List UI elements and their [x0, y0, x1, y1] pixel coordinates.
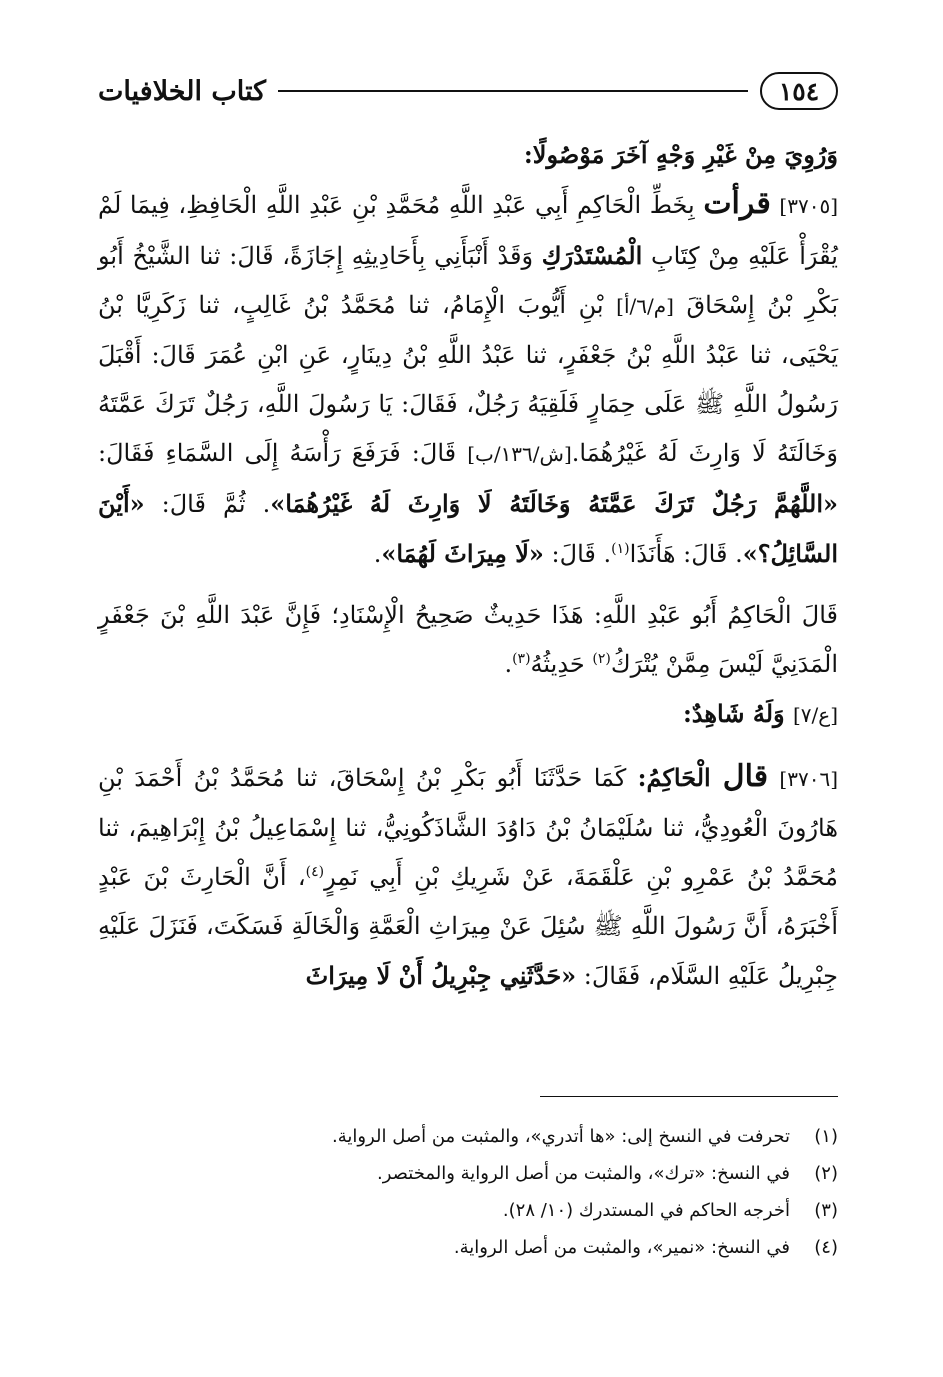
footnote-text: في النسخ: «نمير»، والمثبت من أصل الرواية.: [453, 1237, 790, 1258]
hadith-text: بِخَطِّ الْحَاكِمِ أَبِي عَبْدِ اللَّهِ مُحَمَّدِ بْنِ عَبْدِ اللَّهِ الْحَافِظِ، فِيمَا لَمْ يُقْرَأْ عَلَيْهِ مِنْ كِتَابِ: [98, 191, 838, 270]
footnote-marker: (٢): [592, 651, 611, 667]
footnote-separator: [540, 1096, 838, 1097]
footnote: [98, 1229, 838, 1266]
footnote: [98, 1192, 838, 1229]
footnote-text: تحرفت في النسخ إلى: «ها أتدري»، والمثبت من أصل الرواية.: [331, 1126, 790, 1147]
footnote-marker: (٤): [305, 864, 325, 880]
footnote-number: (٤): [814, 1237, 838, 1258]
hadith-lead-word: الْحَاكِمُ:: [637, 763, 723, 792]
manuscript-reference: [ش/١٣٦/ب]: [467, 442, 572, 466]
prophetic-quote: «اللَّهُمَّ رَجُلٌ تَرَكَ عَمَّتَهُ وَخَالَتَهُ لَا وَارِثَ لَهُ غَيْرُهُمَا»: [270, 489, 838, 518]
hadith-lead-word: قال: [722, 759, 769, 794]
hadith-text: بْنِ أَيُّوبَ الْإِمَامُ، ثنا مُحَمَّدُ بْنُ غَالِبٍ، ثنا زَكَرِيَّا بْنُ يَحْيَى، ثنا عَبْدُ اللَّهِ بْنُ جَعْفَرٍ، ثنا عَبْدُ اللَّهِ بْنُ دِينَارٍ، عَنِ ابْنِ عُمَرَ قَالَ: أَقْبَلَ رَسُولُ اللَّهِ ﷺ عَلَى حِمَارٍ فَلَقِيَهُ رَجُلٌ، فَقَالَ: يَا رَسُولَ اللَّهِ، رَجُلٌ تَرَكَ عَمَّتَهُ وَخَالَتَهُ لَا وَارِثَ لَهُ غَيْرُهُمَا.: [98, 291, 838, 467]
manuscript-reference: [م/٦/أ]: [616, 294, 674, 318]
witness-heading-text: وَلَهُ شَاهِدٌ:: [682, 699, 793, 728]
hadith-3705: [98, 179, 838, 579]
hadith-text: كَمَا حَدَّثَنَا أَبُو بَكْرِ بْنُ إِسْحَاقَ، ثنا مُحَمَّدُ بْنُ أَحْمَدَ بْنِ هَارُونَ الْعُودِيُّ، ثنا سُلَيْمَانُ بْنُ دَاوُدَ الشَّاذَكُونِيُّ، ثنا إِسْمَاعِيلُ بْنُ إِبْرَاهِيمَ، ثنا مُحَمَّدُ بْنُ عَمْرِو بْنِ عَلْقَمَةَ، عَنْ شَرِيكِ بْنِ أَبِي نَمِرٍ: [98, 764, 838, 891]
footnotes: [98, 1118, 838, 1266]
footnote-number: (٢): [814, 1163, 838, 1184]
witness-heading: [98, 689, 838, 740]
commentary-text: قَالَ الْحَاكِمُ أَبُو عَبْدِ اللَّهِ: هَذَا حَدِيثٌ صَحِيحُ الْإِسْنَادِ؛ فَإِنَّ عَبْدَ اللَّهِ بْنَ جَعْفَرٍ الْمَدَنِيَّ لَيْسَ مِمَّنْ يُتْرَكُ: [98, 601, 838, 678]
main-text: [98, 130, 838, 1001]
footnote-number: (٣): [814, 1200, 838, 1221]
hadith-3706: [98, 752, 838, 1001]
hadith-text: . قَالَ: هَأَنَذَا: [629, 540, 743, 568]
header-rule: [278, 90, 748, 92]
footnote-marker: (١): [611, 541, 630, 557]
footnote: [98, 1155, 838, 1192]
footnote-number: (١): [814, 1126, 838, 1147]
hadith-text: ، أَنَّ الْحَارِثَ بْنَ عَبْدٍ أَخْبَرَهُ، أَنَّ رَسُولَ اللَّهِ ﷺ سُئِلَ عَنْ مِيرَاثِ الْعَمَّةِ وَالْخَالَةِ فَسَكَتَ، فَنَزَلَ عَلَيْهِ جِبْرِيلُ عَلَيْهِ السَّلَام، فَقَالَ:: [98, 863, 838, 990]
hadith-text: . ثُمَّ قَالَ:: [144, 490, 271, 518]
footnote-marker: (٣): [512, 651, 531, 667]
prophetic-quote: «حَدَّثَنِي جِبْرِيلُ أَنْ لَا مِيرَاثَ: [305, 961, 577, 990]
commentary-text: .: [504, 650, 513, 678]
book-title: كتاب الخلافيات: [98, 75, 267, 107]
hadith-text: .: [373, 540, 382, 568]
hadith-lead-word: قرأت: [703, 186, 771, 221]
book-name: الْمُسْتَدْرَكِ: [541, 241, 643, 270]
footnote: [98, 1118, 838, 1155]
hadith-number: [٣٧٠٥]: [779, 194, 838, 218]
page-number: ١٥٤: [760, 72, 838, 110]
hadith-text: قَالَ: فَرَفَعَ رَأْسَهُ إِلَى السَّمَاءِ فَقَالَ:: [98, 439, 468, 467]
hadith-text: . قَالَ:: [543, 540, 612, 568]
footnote-text: في النسخ: «ترك»، والمثبت من أصل الرواية والمختصر.: [377, 1163, 790, 1184]
hadith-text: وَقَدْ أَنْبَأَنِي بِأَحَادِيثِهِ إِجَازَةً، قَالَ: ثنا الشَّيْخُ أَبُو بَكْرِ بْنُ إِسْحَاقَ: [98, 242, 839, 319]
prophetic-quote: «لَا مِيرَاثَ لَهُمَا»: [381, 539, 544, 568]
footnote-text: أخرجه الحاكم في المستدرك (١٠/ ٢٨).: [502, 1200, 790, 1221]
commentary-paragraph: [98, 591, 838, 689]
intro-line: وَرُوِيَ مِنْ غَيْرِ وَجْهٍ آخَرَ مَوْصُولًا:: [523, 140, 838, 169]
prophetic-quote: «أَيْنَ السَّائِلُ؟»: [98, 489, 838, 568]
commentary-text: حَدِيثُهُ: [530, 650, 593, 678]
page-header: [98, 66, 838, 116]
manuscript-reference: [ع/٧]: [792, 703, 838, 727]
hadith-number: [٣٧٠٦]: [779, 767, 838, 791]
